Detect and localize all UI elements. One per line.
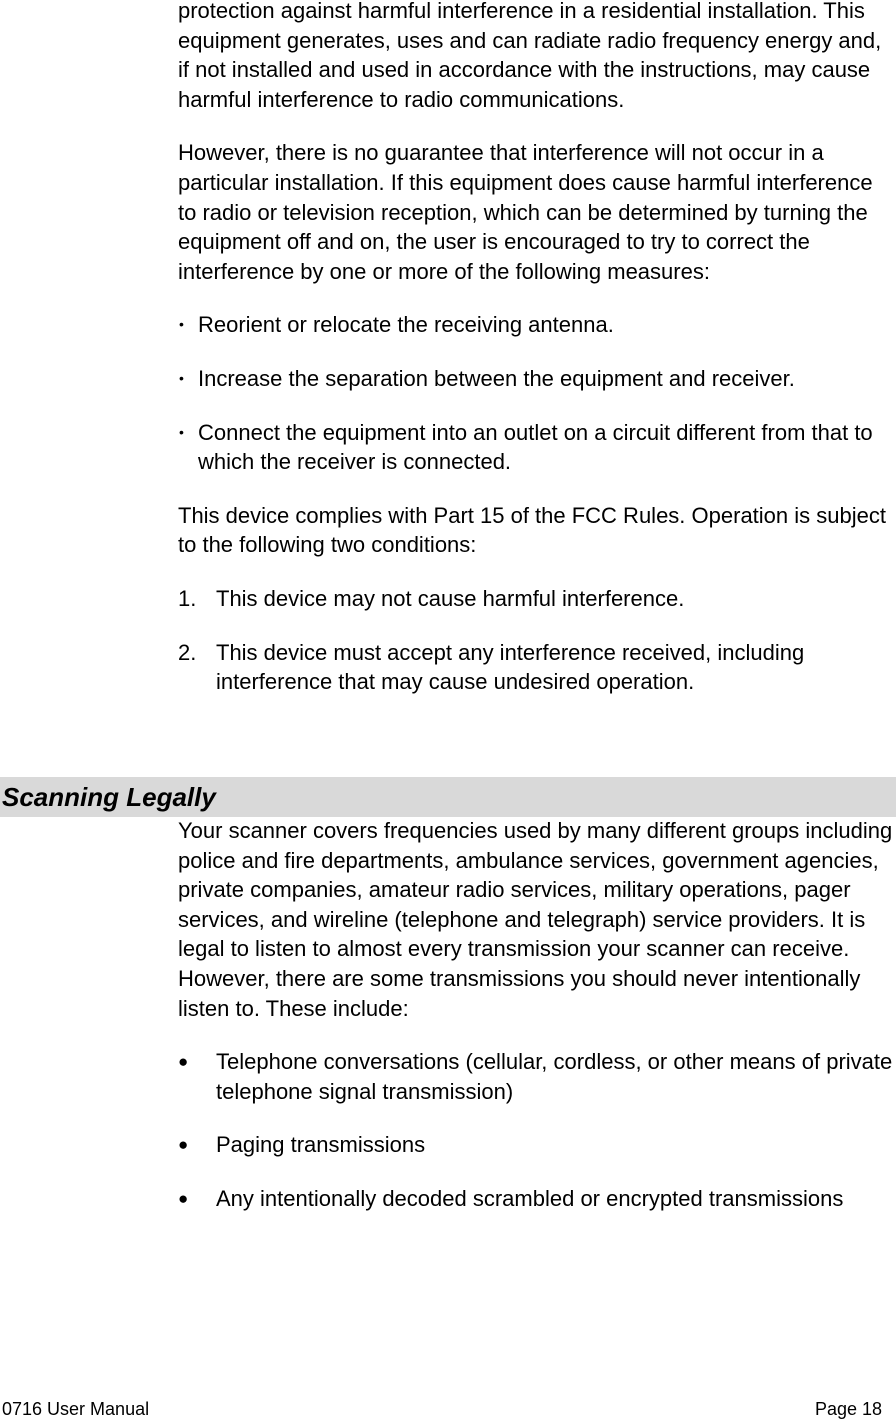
fcc-section (178, 0, 894, 697)
prohibited-text: Any intentionally decoded scrambled or encrypted transmissions (216, 1185, 844, 1211)
fcc-paragraph-interference: protection against harmful interference in a residential installation. This equipment generates, uses and can radiate radio frequency energy and, if not installed and used in accordance with the instructions, may cause harmful interference to radio communications. (178, 0, 882, 112)
prohibited-text: Paging transmissions (216, 1132, 426, 1158)
measure-text: Increase the separation between the equipment and receiver. (198, 365, 795, 391)
bullet-circle-icon: ● (178, 1188, 189, 1208)
measure-item (178, 364, 894, 394)
bullet-circle-icon: ● (178, 1135, 189, 1155)
section-heading: Scanning Legally (2, 782, 216, 812)
prohibited-item (178, 1130, 894, 1160)
footer-page-number: Page 18 (814, 1399, 882, 1419)
scanning-section (178, 816, 894, 1214)
bullet-dot-icon: • (179, 316, 184, 333)
prohibited-text: Telephone conversations (cellular, cordless, or other means of private telephone signal transmission) (216, 1049, 893, 1104)
condition-number: 2. (178, 639, 197, 665)
measure-item (178, 418, 894, 477)
fcc-paragraph-part15: This device complies with Part 15 of the FCC Rules. Operation is subject to the following two conditions: (178, 502, 886, 558)
condition-item (178, 638, 894, 697)
bullet-circle-icon: ● (178, 1052, 189, 1072)
condition-item (178, 584, 894, 614)
fcc-paragraph-guarantee: However, there is no guarantee that interference will not occur in a particular installation. If this equipment does cause harmful interference to radio or television reception, which can be determined by turning the equipment off and on, the user is encouraged to try to correct the interference by one or more of the following measures: (178, 140, 873, 284)
footer-manual-title: 0716 User Manual (2, 1399, 150, 1419)
condition-number: 1. (178, 585, 197, 611)
measure-item (178, 310, 894, 340)
bullet-dot-icon: • (179, 369, 184, 386)
measure-text: Connect the equipment into an outlet on a circuit different from that to which the receiver is connected. (198, 419, 873, 475)
scanning-paragraph: Your scanner covers frequencies used by many different groups including police and fire departments, ambulance services, government agencies, private companies, amateur radio services, military operations, pager services, and wireline (telephone and telegraph) service providers. It is legal to listen to almost every transmission your scanner can receive. However, there are some transmissions you should never intentionally listen to. These include: (178, 818, 893, 1021)
measure-text: Reorient or relocate the receiving antenna. (198, 312, 614, 338)
prohibited-item (178, 1184, 894, 1214)
condition-text: This device may not cause harmful interference. (216, 585, 685, 611)
section-heading-bar (0, 777, 896, 817)
condition-text: This device must accept any interference received, including interference that may cause undesired operation. (216, 639, 805, 695)
bullet-dot-icon: • (179, 423, 184, 440)
prohibited-item (178, 1047, 894, 1106)
